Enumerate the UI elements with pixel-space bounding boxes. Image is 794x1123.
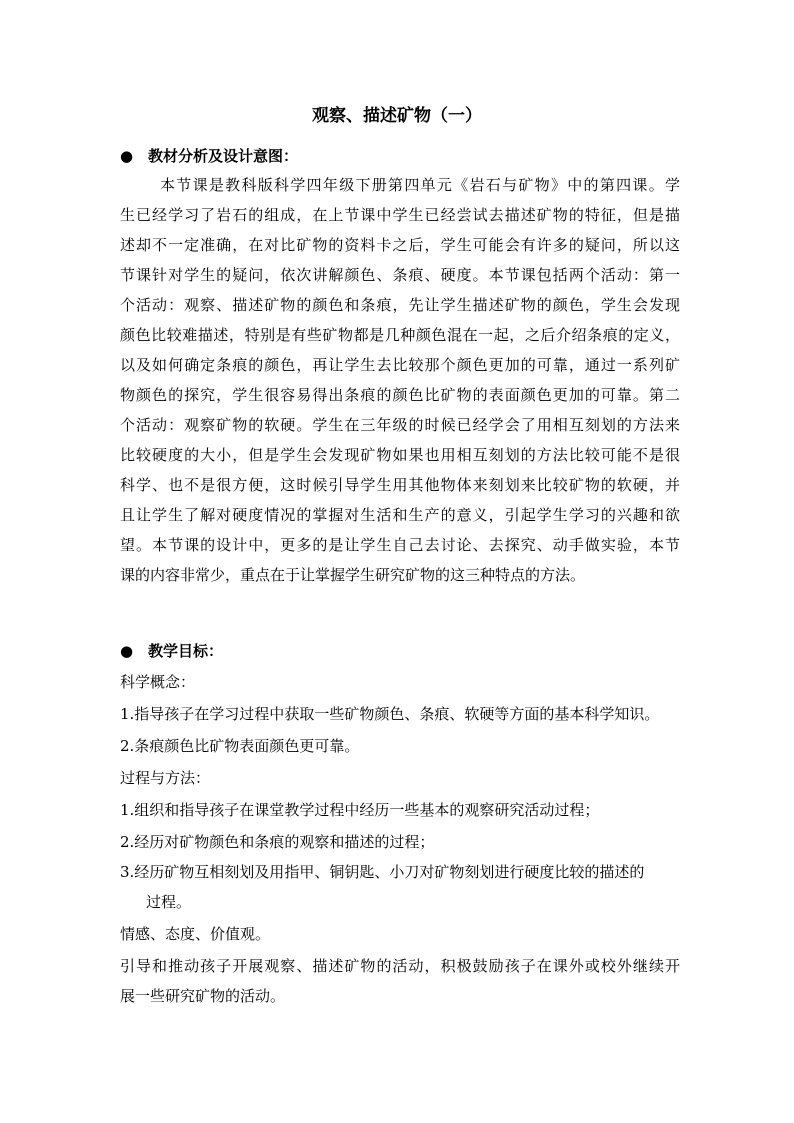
bullet-icon: ● bbox=[120, 642, 134, 660]
paragraph-line: 比较硬度的大小，但是学生会发现矿物如果也用相互刻划的方法比较可能不是很 bbox=[120, 446, 680, 464]
section-heading-label: 教材分析及设计意图： bbox=[148, 147, 299, 165]
paragraph-line: 科学、也不是很方便，这时候引导学生用其他物体来刻划来比较矿物的软硬，并 bbox=[120, 476, 680, 494]
paragraph-line: 生已经学习了岩石的组成，在上节课中学生已经尝试去描述矿物的特征，但是描 bbox=[120, 206, 680, 224]
paragraph-line: 展一些研究矿物的活动。 bbox=[120, 987, 286, 1005]
paragraph-line: 以及如何确定条痕的颜色，再让学生去比较那个颜色更加的可靠，通过一系列矿 bbox=[120, 356, 680, 374]
paragraph-line: 物颜色的探究，学生很容易得出条痕的颜色比矿物的表面颜色更加的可靠。第二 bbox=[120, 386, 680, 404]
list-item: 3.经历矿物互相刻划及用指甲、铜钥匙、小刀对矿物刻划进行硬度比较的描述的 bbox=[120, 863, 645, 881]
list-item: 2.条痕颜色比矿物表面颜色更可靠。 bbox=[120, 737, 360, 755]
list-item: 1.组织和指导孩子在课堂教学过程中经历一些基本的观察研究活动过程； bbox=[120, 801, 600, 819]
paragraph-line: 节课针对学生的疑问，依次讲解颜色、条痕、硬度。本节课包括两个活动：第一 bbox=[120, 266, 680, 284]
section-heading-label: 教学目标： bbox=[148, 642, 224, 660]
subheading-concepts: 科学概念： bbox=[120, 673, 196, 691]
paragraph-line: 个活动：观察矿物的软硬。学生在三年级的时候已经学会了用相互刻划的方法来 bbox=[120, 416, 680, 434]
paragraph-line: 个活动：观察、描述矿物的颜色和条痕，先让学生描述矿物的颜色，学生会发现 bbox=[120, 296, 680, 314]
list-item: 2.经历对矿物颜色和条痕的观察和描述的过程； bbox=[120, 833, 435, 851]
paragraph-line: 颜色比较难描述，特别是有些矿物都是几种颜色混在一起，之后介绍条痕的定义， bbox=[120, 326, 680, 344]
paragraph-line: 述却不一定准确，在对比矿物的资料卡之后，学生可能会有许多的疑问，所以这 bbox=[120, 236, 680, 254]
subheading-attitude: 情感、态度、价值观。 bbox=[120, 925, 271, 943]
document-title: 观察、描述矿物（一） bbox=[312, 106, 482, 126]
paragraph-line: 望。本节课的设计中，更多的是让学生自己去讨论、去探究、动手做实验，本节 bbox=[120, 536, 680, 554]
paragraph-line: 引导和推动孩子开展观察、描述矿物的活动，积极鼓励孩子在课外或校外继续开 bbox=[120, 957, 680, 975]
subheading-process: 过程与方法： bbox=[120, 769, 211, 787]
paragraph-line: 本节课是教科版科学四年级下册第四单元《岩石与矿物》中的第四课。学 bbox=[160, 176, 680, 194]
list-item: 1.指导孩子在学习过程中获取一些矿物颜色、条痕、软硬等方面的基本科学知识。 bbox=[120, 705, 660, 723]
bullet-icon: ● bbox=[120, 147, 134, 165]
section-heading-objectives bbox=[120, 640, 223, 662]
paragraph-line: 且让学生了解对硬度情况的掌握对生活和生产的意义，引起学生学习的兴趣和欲 bbox=[120, 506, 680, 524]
paragraph-line: 课的内容非常少，重点在于让掌握学生研究矿物的这三种特点的方法。 bbox=[120, 566, 586, 584]
list-item-continuation: 过程。 bbox=[146, 893, 192, 911]
section-heading-analysis bbox=[120, 145, 298, 167]
